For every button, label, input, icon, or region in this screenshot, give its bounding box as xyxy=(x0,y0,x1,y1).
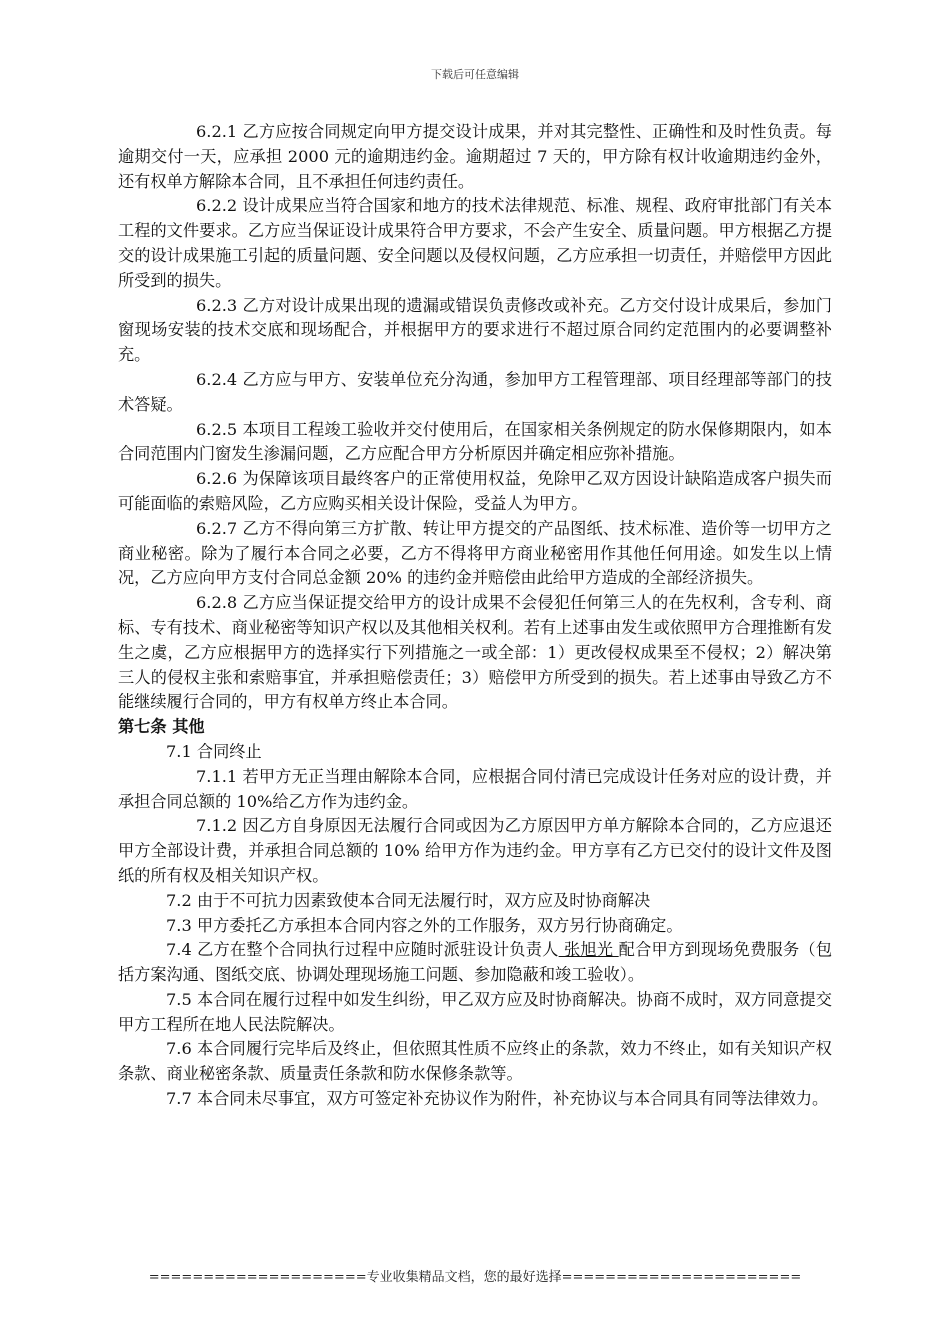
clause-7-3: 7.3 甲方委托乙方承担本合同内容之外的工作服务，双方另行协商确定。 xyxy=(166,915,683,935)
article-7-heading: 第七条 其他 xyxy=(118,717,205,737)
clause-7-7: 7.7 本合同未尽事宜，双方可签定补充协议作为附件，补充协议与本合同具有同等法律效力。 xyxy=(166,1089,829,1109)
design-lead-name: 张旭光 xyxy=(558,940,619,960)
page-header: 下载后可任意编辑 xyxy=(431,68,519,81)
clause-7-1: 7.1 合同终止 xyxy=(166,741,262,761)
page-footer: ====================专业收集精品文档，您的最好选择====================== xyxy=(148,1270,802,1285)
clause-7-4 xyxy=(118,938,832,988)
clause-7-2: 7.2 由于不可抗力因素致使本合同无法履行时，双方应及时协商解决 xyxy=(166,890,651,910)
clause-6-2-7: 6.2.7 乙方不得向第三方扩散、转让甲方提交的产品图纸、技术标准、造价等一切甲方之商业秘密。除为了履行本合同之必要，乙方不得将甲方商业秘密用作其他任何用途。如发生以上情况，乙方应向甲方支付合同总金额 20% 的违约金并赔偿由此给甲方造成的全部经济损失。 xyxy=(118,518,832,588)
clause-7-6: 7.6 本合同履行完毕后及终止，但依照其性质不应终止的条款，效力不终止，如有关知识产权条款、商业秘密条款、质量责任条款和防水保修条款等。 xyxy=(118,1039,832,1084)
clause-6-2-1: 6.2.1 乙方应按合同规定向甲方提交设计成果，并对其完整性、正确性和及时性负责。每逾期交付一天，应承担 2000 元的逾期违约金。逾期超过 7 天的，甲方除有权计收逾期违约金外，还有权单方解除本合同，且不承担任何违约责任。 xyxy=(118,122,832,191)
clause-7-4-text-after: 配合甲方到现场免费服务（包括方案沟通、图纸交底、协调处理现场施工问题、参加隐蔽和竣工验收）。 xyxy=(118,940,833,985)
clause-7-4-text-before: 7.4 乙方在整个合同执行过程中应随时派驻设计负责人 xyxy=(166,940,559,960)
clause-6-2-8: 6.2.8 乙方应当保证提交给甲方的设计成果不会侵犯任何第三人的在先权利，含专利、商标、专有技术、商业秘密等知识产权以及其他相关权利。若有上述事由发生或依照甲方合理推断有发生之虞，乙方应根据甲方的选择实行下列措施之一或全部：1）更改侵权成果至不侵权；2）解决第三人的侵权主张和索赔事宜，并承担赔偿责任；3）赔偿甲方所受到的损失。若上述事由导致乙方不能继续履行合同的，甲方有权单方终止本合同。 xyxy=(118,593,832,712)
clause-7-1-1: 7.1.1 若甲方无正当理由解除本合同，应根据合同付清已完成设计任务对应的设计费，并承担合同总额的 10%给乙方作为违约金。 xyxy=(118,766,832,811)
clause-6-2-5: 6.2.5 本项目工程竣工验收并交付使用后，在国家相关条例规定的防水保修期限内，如本合同范围内门窗发生渗漏问题，乙方应配合甲方分析原因并确定相应弥补措施。 xyxy=(118,419,832,464)
clause-7-1-2: 7.1.2 因乙方自身原因无法履行合同或因为乙方原因甲方单方解除本合同的，乙方应退还甲方全部设计费，并承担合同总额的 10% 给甲方作为违约金。甲方享有乙方已交付的设计文件及图纸的所有权及相关知识产权。 xyxy=(118,816,832,885)
clause-7-5: 7.5 本合同在履行过程中如发生纠纷，甲乙双方应及时协商解决。协商不成时，双方同意提交甲方工程所在地人民法院解决。 xyxy=(118,989,832,1034)
clause-6-2-4: 6.2.4 乙方应与甲方、安装单位充分沟通，参加甲方工程管理部、项目经理部等部门的技术答疑。 xyxy=(118,369,832,414)
document-body xyxy=(118,120,832,1112)
clause-6-2-2: 6.2.2 设计成果应当符合国家和地方的技术法律规范、标准、规程、政府审批部门有关本工程的文件要求。乙方应当保证设计成果符合甲方要求，不会产生安全、质量问题。甲方根据乙方提交的设计成果施工引起的质量问题、安全问题以及侵权问题，乙方应承担一切责任，并赔偿甲方因此所受到的损失。 xyxy=(118,196,832,290)
clause-6-2-6: 6.2.6 为保障该项目最终客户的正常使用权益，免除甲乙双方因设计缺陷造成客户损失而可能面临的索赔风险，乙方应购买相关设计保险，受益人为甲方。 xyxy=(118,469,832,513)
clause-6-2-3: 6.2.3 乙方对设计成果出现的遗漏或错误负责修改或补充。乙方交付设计成果后，参加门窗现场安装的技术交底和现场配合，并根据甲方的要求进行不超过原合同约定范围内的必要调整补充。 xyxy=(118,295,832,365)
